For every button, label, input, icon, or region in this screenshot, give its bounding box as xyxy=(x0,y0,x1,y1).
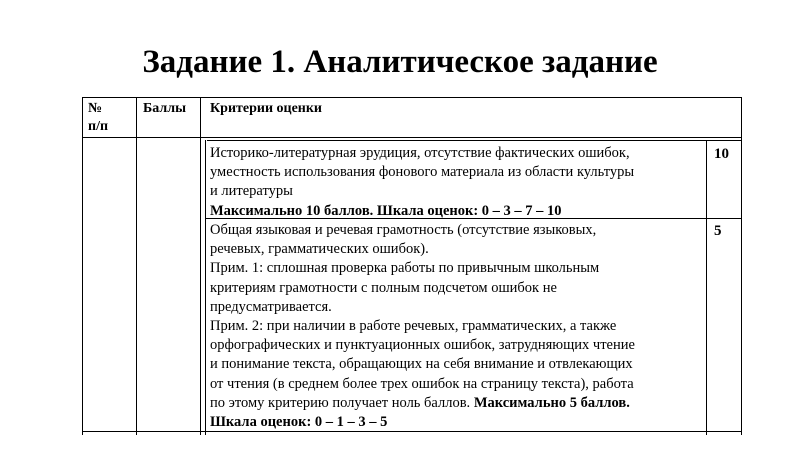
header-bottom-border xyxy=(82,137,742,138)
criterion-2-score: 5 xyxy=(714,223,722,239)
criterion-2-line: орфографических и пунктуационных ошибок, затрудняющих чтение xyxy=(210,337,635,354)
criterion-1-scale: Максимально 10 баллов. Шкала оценок: 0 – 3 – 7 – 10 xyxy=(210,202,562,219)
criterion-2-line: Прим. 1: сплошная проверка работы по привычным школьным xyxy=(210,260,600,277)
criterion-2-line-with-max xyxy=(210,394,635,413)
header-num-label: п/п xyxy=(88,119,109,134)
criterion-2-line: и понимание текста, обращающих на себя внимание и отвлекающих xyxy=(210,356,633,373)
criterion-2-line: от чтения (в среднем более трех ошибок на страницу текста), работа xyxy=(210,375,634,392)
criterion-2-text xyxy=(210,221,635,432)
criterion-2-scale: Шкала оценок: 0 – 1 – 3 – 5 xyxy=(210,414,388,431)
col-border-criteria-left xyxy=(205,140,206,435)
criterion-2-line: Общая языковая и речевая грамотность (отсутствие языковых, xyxy=(210,222,597,238)
header-criteria: Критерии оценки xyxy=(210,101,322,116)
criterion-2-max: Максимально 5 баллов. xyxy=(473,394,630,411)
criterion-2-line: по этому критерию получает ноль баллов. xyxy=(210,394,471,411)
criterion-1-score: 10 xyxy=(714,146,729,162)
criterion-2-line: Прим. 2: при наличии в работе речевых, грамматических, а также xyxy=(210,318,617,335)
criterion-1-text xyxy=(210,144,634,221)
criterion-2-line: предусматривается. xyxy=(210,298,332,315)
header-bottom-border-2 xyxy=(207,140,742,141)
table-top-border xyxy=(82,97,742,98)
criterion-1-line: и литературы xyxy=(210,183,293,200)
col-border-num xyxy=(136,97,137,435)
criterion-1-line: уместность использования фонового материала из области культуры xyxy=(210,164,635,181)
col-border-left xyxy=(82,97,83,435)
col-border-right xyxy=(741,97,742,435)
criterion-1-line: Историко-литературная эрудиция, отсутствие фактических ошибок, xyxy=(210,145,630,161)
col-border-points xyxy=(200,97,201,435)
header-points: Баллы xyxy=(143,101,187,116)
criterion-2-line: критериям грамотности с полным подсчетом ошибок не xyxy=(210,279,557,296)
col-border-criteria-right xyxy=(706,140,707,435)
page-title: Задание 1. Аналитическое задание xyxy=(142,44,658,80)
criteria-table xyxy=(82,97,742,437)
criterion-2-line: речевых, грамматических ошибок). xyxy=(210,241,429,258)
header-num-symbol: № xyxy=(88,101,103,116)
